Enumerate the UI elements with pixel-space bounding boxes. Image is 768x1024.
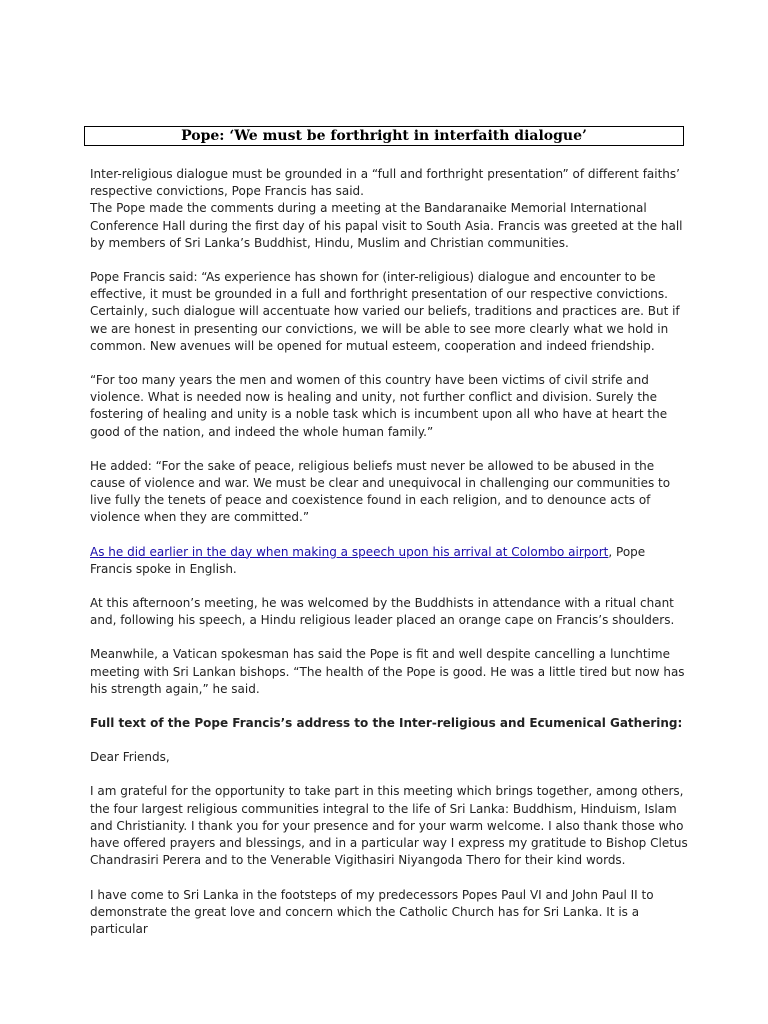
paragraph-footsteps: I have come to Sri Lanka in the footsteps of my predecessors Popes Paul VI and John Paul II to demonstrate the great love and concern which the Catholic Church has for Sri Lanka. It is a particular (90, 887, 654, 936)
paragraph-salutation: Dear Friends, (90, 750, 170, 765)
article-body (90, 166, 690, 955)
paragraph-health: Meanwhile, a Vatican spokesman has said the Pope is fit and well despite cancelling a lunchtime meeting with Sri Lankan bishops. “The health of the Pope is good. He was a little tired but now has his strength again,” he said. (90, 647, 685, 696)
colombo-speech-link[interactable]: As he did earlier in the day when making a speech upon his arrival at Colombo airport (90, 544, 609, 559)
article-title: Pope: ‘We must be forthright in interfaith dialogue’ (84, 126, 684, 146)
paragraph-gratitude: I am grateful for the opportunity to take part in this meeting which brings together, among others, the four largest religious communities integral to the life of Sri Lanka: Buddhism, Hinduism, Islam and Christianity. I thank you for your presence and for your warm welcome. I also thank those who have offered prayers and blessings, and in a particular way I express my gratitude to Bishop Cletus Chandrasiri Perera and to the Venerable Vigithasiri Niyangoda Thero for their kind words. (90, 784, 688, 868)
paragraph-english (90, 544, 690, 578)
paragraph-meeting: The Pope made the comments during a meeting at the Bandaranaike Memorial International Conference Hall during the first day of his papal visit to South Asia. Francis was greeted at the hall by members of Sri Lanka’s Buddhist, Hindu, Muslim and Christian communities. (90, 201, 683, 250)
paragraph-welcome: At this afternoon’s meeting, he was welcomed by the Buddhists in attendance with a ritual chant and, following his speech, a Hindu religious leader placed an orange cape on Francis’s shoulders. (90, 596, 675, 628)
paragraph-intro: Inter-religious dialogue must be grounded in a “full and forthright presentation” of different faiths’ respective convictions, Pope Francis has said. (90, 167, 680, 199)
paragraph-quote-dialogue: Pope Francis said: “As experience has shown for (inter-religious) dialogue and encounter to be effective, it must be grounded in a full and forthright presentation of our respective convictions. Certainly, such dialogue will accentuate how varied our beliefs, traditions and practices are. But if we are honest in presenting our convictions, we will be able to see more clearly what we hold in common. New avenues will be opened for mutual esteem, cooperation and indeed friendship. (90, 270, 680, 353)
paragraph-english-rest: , Pope Francis spoke in English. (90, 544, 646, 576)
paragraph-quote-healing: “For too many years the men and women of this country have been victims of civil strife and violence. What is needed now is healing and unity, not further conflict and division. Surely the fostering of healing and unity is a noble task which is incumbent upon all who have at heart the good of the nation, and indeed the whole human family.” (90, 373, 668, 439)
full-text-heading: Full text of the Pope Francis’s address to the Inter-religious and Ecumenical Gathering: (90, 716, 683, 731)
paragraph-quote-peace: He added: “For the sake of peace, religious beliefs must never be allowed to be abused in the cause of violence and war. We must be clear and unequivocal in challenging our communities to live fully the tenets of peace and coexistence found in each religion, and to denounce acts of violence when they are committed.” (90, 458, 671, 525)
